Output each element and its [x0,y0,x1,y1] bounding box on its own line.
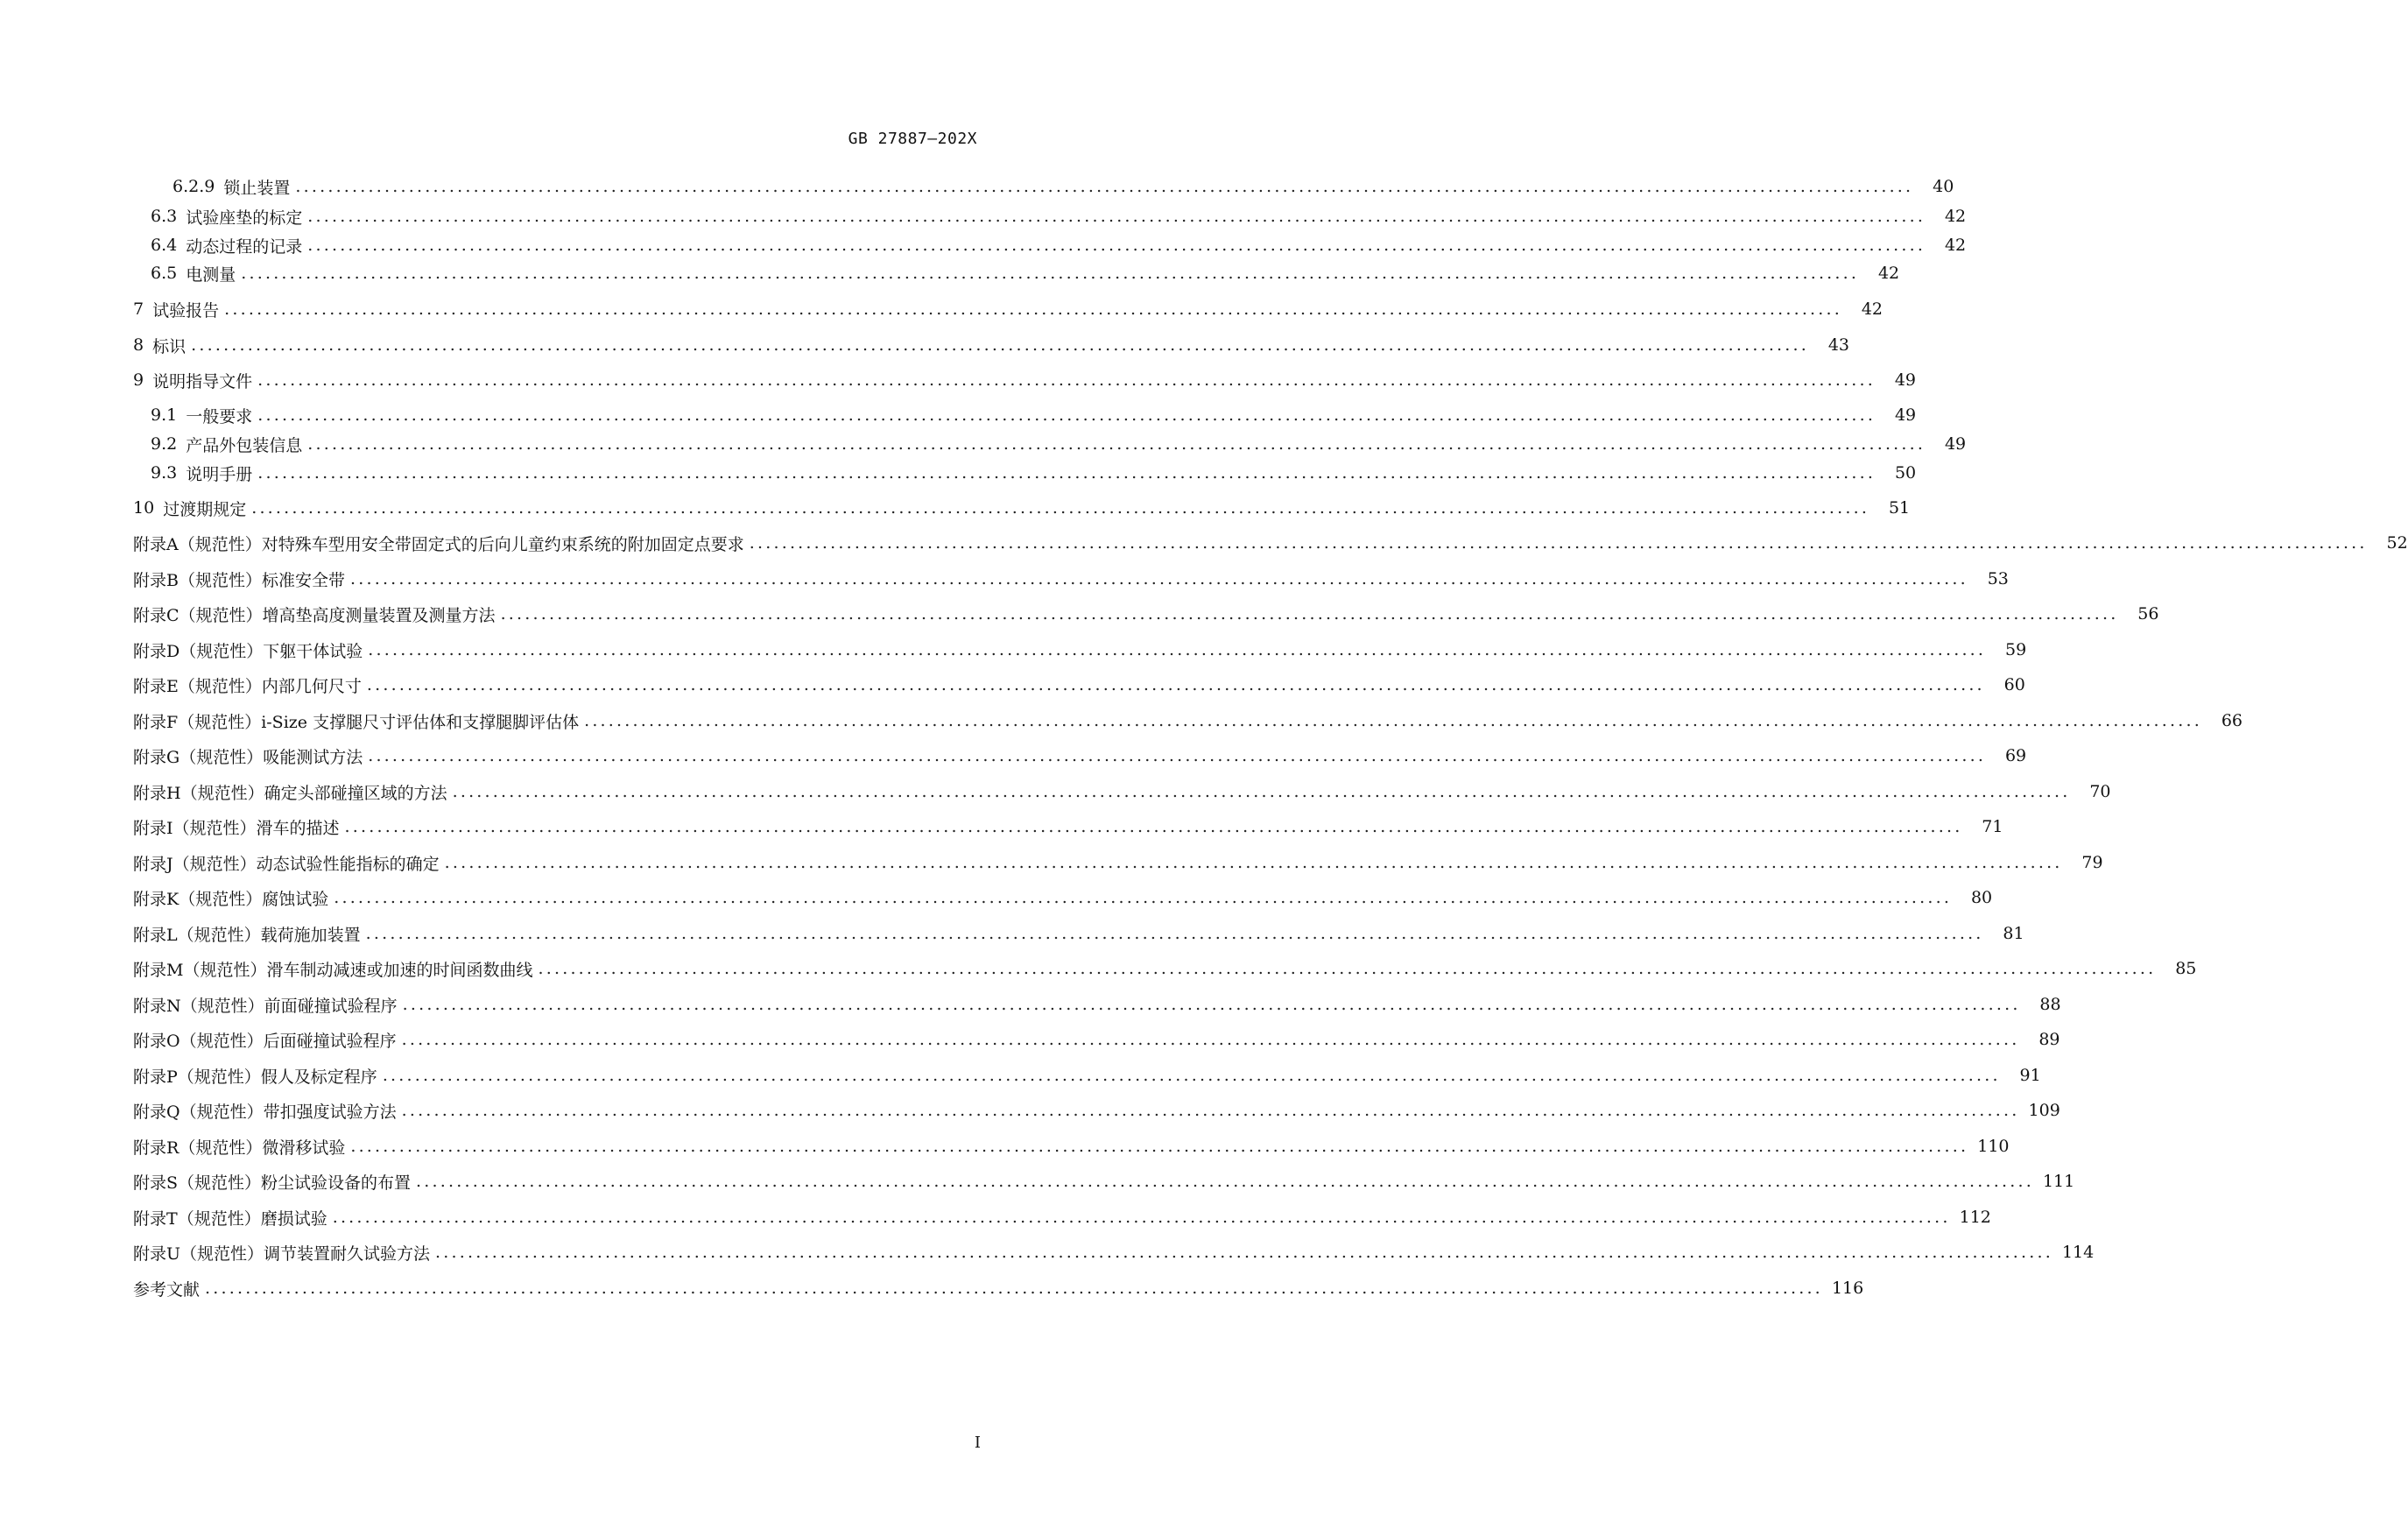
toc-entry-page: 50 [1894,463,1917,483]
toc-entry[interactable] [0,672,2025,698]
toc-leader-dots: ........................................................................................................................................................................................................ [584,711,2202,730]
toc-entry[interactable] [0,1062,2041,1089]
toc-entry-number: 9.1 [151,405,178,425]
toc-leader-dots: ........................................................................................................................................................................................................ [295,177,1914,196]
toc-entry-page: 111 [2042,1172,2075,1191]
toc-entry-page: 79 [2081,853,2103,872]
toc-entry-page: 40 [1933,177,1954,196]
toc-entry[interactable] [0,779,2111,805]
toc-leader-dots: ........................................................................................................................................................................................................ [251,498,1870,518]
toc-entry[interactable] [0,849,2103,876]
toc-entry-number: 附录H [133,783,181,803]
toc-entry-page: 110 [1977,1137,2010,1156]
toc-entry-title: （规范性）载荷施加装置 [177,925,361,945]
toc-entry[interactable] [0,203,1967,229]
toc-entry-page: 52 [2386,533,2408,553]
toc-entry-number: 附录L [133,925,178,945]
toc-entry-page: 91 [2019,1066,2041,1085]
toc-entry-title: （规范性）i-Size 支撑腿尺寸评估体和支撑腿脚评估体 [178,712,580,732]
toc-entry[interactable] [0,1275,1864,1301]
toc-entry-title: （规范性）内部几何尺寸 [178,676,362,696]
toc-entry-number: 6.3 [151,207,178,226]
toc-entry-title: 试验座垫的标定 [186,208,303,228]
toc-entry-page: 89 [2038,1030,2060,1049]
toc-entry[interactable] [0,367,1917,393]
toc-entry-number: 10 [133,498,155,518]
toc-leader-dots: ........................................................................................................................................................................................................ [368,640,1987,659]
toc-entry-page: 49 [1894,405,1917,425]
toc-entry-title: （规范性）腐蚀试验 [179,889,329,909]
toc-entry[interactable] [0,708,2243,734]
toc-leader-dots: ........................................................................................................................................................................................................ [452,782,2071,801]
toc-entry-number: 附录I [133,818,173,838]
toc-leader-dots: ........................................................................................................................................................................................................ [382,1066,2001,1085]
toc-entry-title: （规范性）滑车制动减速或加速的时间函数曲线 [183,960,533,980]
toc-entry-title: 过渡期规定 [163,499,247,519]
toc-entry-title: （规范性）确定头部碰撞区域的方法 [180,783,447,803]
toc-leader-dots: ........................................................................................................................................................................................................ [435,1243,2053,1262]
toc-entry[interactable] [0,530,2408,556]
toc-leader-dots: ........................................................................................................................................................................................................ [241,264,1860,283]
toc-entry-page: 80 [1970,888,1993,907]
toc-entry-title: （规范性）假人及标定程序 [177,1067,377,1087]
toc-entry-page: 51 [1888,498,1911,518]
toc-entry-title: 动态过程的记录 [186,236,303,257]
toc-entry-number: 6.2.9 [173,177,215,196]
toc-entry-number: 附录B [133,570,179,590]
toc-entry-title: （规范性）吸能测试方法 [180,747,363,767]
toc-leader-dots: ........................................................................................................................................................................................................ [257,405,1876,425]
toc-entry-number: 9 [133,370,144,390]
toc-entry[interactable] [0,296,1883,322]
toc-entry-number: 附录N [133,996,181,1016]
toc-entry-number: 6.4 [151,236,178,255]
toc-entry-page: 49 [1894,370,1917,390]
toc-entry-page: 109 [2028,1101,2060,1120]
toc-leader-dots: ........................................................................................................................................................................................................ [365,924,1984,943]
toc-leader-dots: ........................................................................................................................................................................................................ [402,995,2021,1014]
toc-leader-dots: ........................................................................................................................................................................................................ [350,1137,1969,1156]
toc-entry-page: 114 [2061,1243,2095,1262]
toc-leader-dots: ........................................................................................................................................................................................................ [257,370,1876,390]
toc-entry[interactable] [0,1168,2075,1194]
toc-leader-dots: ........................................................................................................................................................................................................ [749,533,2368,553]
toc-leader-dots: ........................................................................................................................................................................................................ [307,434,1926,454]
toc-entry-title: 说明指导文件 [152,371,253,391]
toc-entry-page: 53 [1987,569,2009,588]
toc-entry-page: 66 [2221,711,2243,730]
toc-entry-page: 49 [1944,434,1967,454]
toc-entry-number: 附录S [133,1173,179,1193]
toc-entry-page: 116 [1831,1279,1864,1298]
toc-entry-title: （规范性）标准安全带 [178,570,345,590]
toc-entry-number: 附录A [133,534,179,554]
toc-entry[interactable] [0,884,1993,911]
toc-entry-number: 附录K [133,889,180,909]
toc-entry[interactable] [0,232,1967,258]
toc-entry-number: 附录J [133,854,173,874]
toc-entry-number: 附录T [133,1208,178,1229]
toc-entry-number: 附录E [133,676,179,696]
toc-entry[interactable] [0,814,2003,840]
toc-entry[interactable] [0,1097,2060,1124]
toc-entry-title: （规范性）下躯干体试验 [180,641,363,661]
toc-entry-title: 说明手册 [186,464,253,484]
toc-entry[interactable] [0,1133,2010,1159]
toc-entry-title: （规范性）滑车的描述 [173,818,340,838]
toc-entry-number: 附录O [133,1031,180,1051]
toc-entry-number: 附录D [133,641,180,661]
toc-entry[interactable] [0,1026,2060,1053]
toc-entry-number: 附录Q [133,1102,180,1122]
toc-leader-dots: ........................................................................................................................................................................................................ [444,853,2063,872]
toc-entry-title: 一般要求 [186,406,253,426]
toc-leader-dots: ........................................................................................................................................................................................................ [205,1279,1823,1298]
toc-entry-page: 43 [1827,335,1850,355]
toc-entry-number: 附录M [133,960,184,980]
toc-entry-page: 42 [1944,207,1967,226]
toc-leader-dots: ........................................................................................................................................................................................................ [224,299,1843,319]
toc-entry-page: 42 [1877,264,1900,283]
toc-entry-title: 锁止装置 [223,178,291,198]
toc-entry-number: 7 [133,299,144,319]
toc-leader-dots: ........................................................................................................................................................................................................ [307,207,1926,226]
toc-entry-page: 81 [2003,924,2024,943]
toc-entry-page: 59 [2004,640,2027,659]
toc-leader-dots: ........................................................................................................................................................................................................ [366,675,1985,694]
toc-entry-title: 标识 [152,336,187,356]
toc-entry-number: 8 [133,335,144,355]
toc-leader-dots: ........................................................................................................................................................................................................ [344,817,1963,836]
toc-entry[interactable] [0,460,1917,486]
toc-leader-dots: ........................................................................................................................................................................................................ [500,604,2119,624]
toc-entry-page: 42 [1861,299,1883,319]
toc-entry-number: 附录P [133,1067,178,1087]
toc-entry[interactable] [0,260,1900,286]
toc-entry-number: 9.2 [151,434,178,454]
toc-leader-dots: ........................................................................................................................................................................................................ [401,1030,2020,1049]
toc-entry-title: （规范性）对特殊车型用安全带固定式的后向儿童约束系统的附加固定点要求 [178,534,744,554]
toc-entry-number: 附录C [133,605,180,625]
toc-entry-title: （规范性）前面碰撞试验程序 [180,996,398,1016]
page-number: I [974,1434,981,1452]
toc-entry-number: 附录G [133,747,180,767]
toc-entry-title: （规范性）带扣强度试验方法 [180,1102,397,1122]
toc-leader-dots: ........................................................................................................................................................................................................ [368,746,1987,765]
toc-entry-page: 69 [2004,746,2027,765]
toc-entry[interactable] [0,920,2024,947]
toc-entry[interactable] [0,743,2027,769]
toc-entry[interactable] [0,332,1850,358]
toc-entry-title: （规范性）微滑移试验 [179,1138,346,1158]
toc-entry-page: 70 [2089,782,2111,801]
toc-entry-title: （规范性）调节装置耐久试验方法 [180,1244,431,1264]
toc-entry-page: 42 [1944,236,1967,255]
toc-entry-page: 71 [1982,817,2003,836]
toc-entry[interactable] [0,566,2009,592]
toc-entry-title: （规范性）粉尘试验设备的布置 [178,1173,412,1193]
toc-entry-title: 产品外包装信息 [186,435,303,455]
toc-entry-page: 85 [2175,959,2197,978]
toc-entry-number: 9.3 [151,463,178,483]
toc-entry[interactable] [0,955,2197,982]
toc-leader-dots: ........................................................................................................................................................................................................ [191,335,1810,355]
toc-entry[interactable] [0,495,1911,521]
toc-entry[interactable] [0,991,2061,1018]
toc-leader-dots: ........................................................................................................................................................................................................ [257,463,1876,483]
toc-entry-title: （规范性）增高垫高度测量装置及测量方法 [179,605,496,625]
toc-entry-number: 附录R [133,1138,180,1158]
toc-entry[interactable] [0,402,1917,428]
toc-entry[interactable] [0,1239,2095,1265]
toc-leader-dots: ........................................................................................................................................................................................................ [416,1172,2034,1191]
toc-entry-number: 附录U [133,1244,181,1264]
toc-entry-title: 参考文献 [133,1279,201,1300]
toc-leader-dots: ........................................................................................................................................................................................................ [334,888,1953,907]
toc-entry[interactable] [0,601,2159,627]
toc-entry-page: 60 [2003,675,2025,694]
toc-entry-title: （规范性）动态试验性能指标的确定 [173,854,440,874]
toc-entry[interactable] [0,173,1954,200]
toc-leader-dots: ........................................................................................................................................................................................................ [349,569,1968,588]
toc-entry[interactable] [0,431,1967,457]
toc-entry[interactable] [0,637,2027,663]
toc-entry-title: 电测量 [186,264,236,285]
toc-entry-number: 附录F [133,712,179,732]
toc-entry-title: （规范性）磨损试验 [177,1208,327,1229]
toc-leader-dots: ........................................................................................................................................................................................................ [538,959,2157,978]
document-code: GB 27887—202X [848,130,977,148]
toc-leader-dots: ........................................................................................................................................................................................................ [401,1101,2020,1120]
toc-entry-page: 112 [1959,1208,1991,1227]
toc-entry-number: 6.5 [151,264,178,283]
toc-leader-dots: ........................................................................................................................................................................................................ [307,236,1926,255]
toc-entry[interactable] [0,1204,1991,1230]
toc-entry-page: 56 [2137,604,2159,624]
toc-entry-page: 88 [2039,995,2061,1014]
toc-leader-dots: ........................................................................................................................................................................................................ [332,1208,1951,1227]
toc-entry-title: 试验报告 [152,300,220,321]
toc-entry-title: （规范性）后面碰撞试验程序 [180,1031,397,1051]
